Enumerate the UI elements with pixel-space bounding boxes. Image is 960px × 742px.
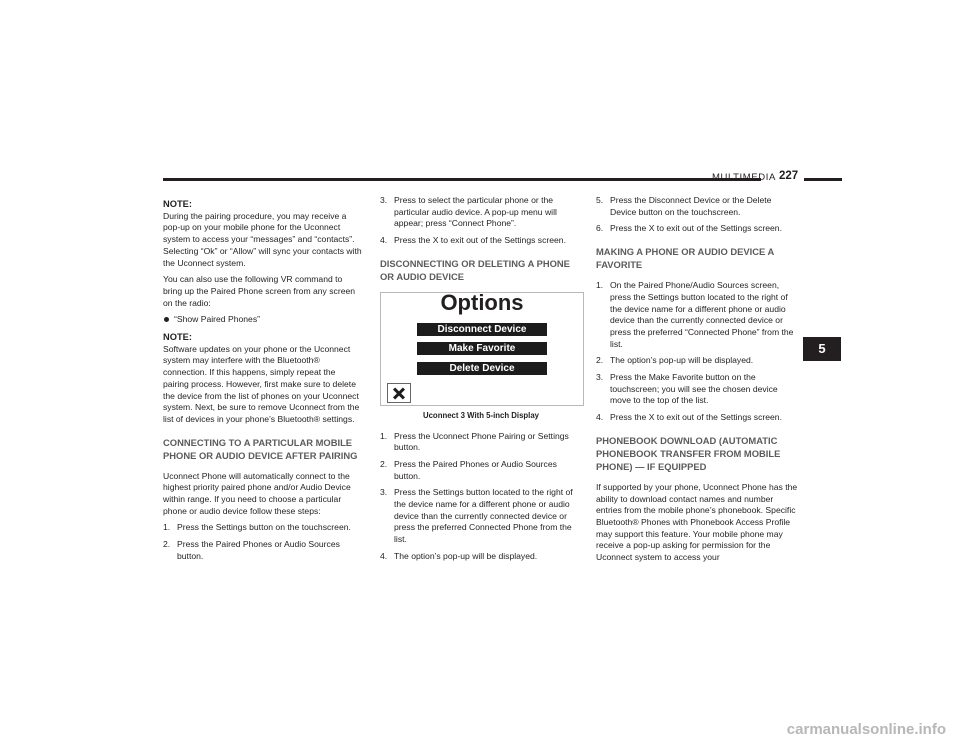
step-number: 5. — [596, 195, 604, 205]
step-number: 1. — [380, 430, 388, 441]
step-item — [380, 235, 582, 247]
step-number: 3. — [380, 195, 388, 205]
step-number: 1. — [163, 522, 171, 533]
note-label: NOTE: — [163, 199, 192, 209]
step-text: Press the Paired Phones or Audio Sources button. — [394, 458, 557, 481]
step-text: Press the Settings button on the touchscreen. — [177, 522, 351, 533]
step-text: Press to select the particular phone or the particular audio device. A pop-up menu will appear; press “Connect Phone”. — [394, 195, 557, 229]
step-number: 4. — [380, 235, 388, 246]
step-number: 3. — [596, 372, 604, 383]
step-number: 4. — [380, 550, 388, 561]
step-item — [380, 431, 582, 454]
step-text: Press the X to exit out of the Settings screen. — [610, 412, 782, 423]
paragraph: Uconnect Phone will automatically connect to the highest priority paired phone and/or Audio Device within range. If you need to choose a particular phone or audio device follow these steps: — [163, 470, 351, 516]
step-list — [380, 195, 582, 247]
section-heading: MAKING A PHONE OR AUDIO DEVICE A FAVORITE — [596, 246, 774, 271]
make-favorite-button[interactable]: Make Favorite — [417, 342, 547, 355]
step-list — [380, 431, 582, 563]
options-title: Options — [440, 289, 524, 315]
step-text: Press the X to exit out of the Settings screen. — [610, 223, 782, 234]
step-text: Press the Make Favorite button on the touchscreen; you will see the chosen device move to the top of the list. — [610, 372, 778, 406]
step-text: Press the Paired Phones or Audio Sources button. — [177, 539, 340, 561]
paragraph: You can also use the following VR command to bring up the Paired Phone screen from any screen on the radio: — [163, 274, 356, 308]
step-item — [596, 412, 798, 424]
step-number: 6. — [596, 223, 604, 234]
step-text: Press the Settings button located to the right of the device name for a different phone or audio device than the currently connected device or press the preferred Connected Phone from the list. — [394, 487, 573, 545]
step-list — [596, 195, 798, 235]
disconnect-device-button[interactable]: Disconnect Device — [417, 323, 547, 336]
step-number: 2. — [163, 539, 171, 550]
header-rule — [163, 178, 761, 181]
step-number: 3. — [380, 487, 388, 498]
figure-caption: Uconnect 3 With 5-inch Display — [422, 410, 540, 420]
step-text: Press the Disconnect Device or the Delete Device button on the touchscreen. — [610, 195, 772, 217]
options-popup-figure — [380, 289, 584, 406]
step-list — [596, 280, 798, 424]
step-item — [596, 195, 798, 218]
step-text: Press the Uconnect Phone Pairing or Settings button. — [394, 430, 569, 453]
step-list — [163, 522, 363, 562]
step-item — [163, 522, 363, 534]
step-item — [380, 487, 582, 546]
step-item — [380, 195, 582, 230]
step-text: The option’s pop-up will be displayed. — [610, 355, 754, 366]
step-item — [380, 459, 582, 482]
step-item — [596, 372, 798, 407]
section-title: MULTIMEDIA — [712, 172, 776, 183]
note-text: Software updates on your phone or the Uconnect system may interfere with the Bluetooth® connection. If this happens, simply repeat the pairing process. However, first make sure to delete the device from the list of phones on your Uconnect system. Next, be sure to remove Uconnect from the list of devices in your phone’s Bluetooth® settings. — [163, 343, 360, 424]
bullet-icon — [164, 317, 169, 322]
step-text: On the Paired Phone/Audio Sources screen, press the Settings button located to the right of the device name for a different phone or audio device than the currently connected device or press the preferred “Connected Phone” from the list. — [610, 280, 794, 349]
watermark-url: carmanualsonline.info — [786, 721, 946, 738]
delete-device-button[interactable]: Delete Device — [417, 362, 547, 375]
column-3 — [596, 195, 798, 569]
step-item — [163, 539, 363, 562]
paragraph: If supported by your phone, Uconnect Phone has the ability to download contact names and number entries from the mobile phone’s phonebook. Specific Bluetooth® Phones with Phonebook Access Profile may support this feature. Your mobile phone may receive a pop-up asking for permission for the Uconnect system to access your — [596, 481, 798, 563]
step-item — [596, 355, 798, 367]
section-heading: CONNECTING TO A PARTICULAR MOBILE PHONE OR AUDIO DEVICE AFTER PAIRING — [163, 436, 358, 461]
bullet-text: “Show Paired Phones” — [174, 314, 260, 325]
chapter-tab: 5 — [803, 337, 841, 361]
column-2 — [380, 195, 582, 568]
header-rule-right — [804, 178, 842, 181]
close-icon[interactable] — [387, 383, 411, 403]
bullet-item — [163, 314, 363, 326]
step-text: Press the X to exit out of the Settings screen. — [394, 235, 566, 246]
note-label: NOTE: — [163, 332, 192, 343]
column-1 — [163, 195, 363, 568]
step-number: 1. — [596, 280, 604, 291]
step-text: The option’s pop-up will be displayed. — [394, 550, 538, 561]
note-text: During the pairing procedure, you may receive a pop-up on your mobile phone for the Uconnect system to access your “messages” and “contacts”. Selecting “Ok” or “Allow” will sync your contacts with the Uconnect system. — [163, 210, 362, 268]
section-heading: PHONEBOOK DOWNLOAD (AUTOMATIC PHONEBOOK TRANSFER FROM MOBILE PHONE) — IF EQUIPPED — [596, 434, 781, 472]
page-number: 227 — [779, 170, 799, 182]
step-number: 4. — [596, 412, 604, 423]
section-heading: DISCONNECTING OR DELETING A PHONE OR AUDIO DEVICE — [380, 257, 570, 282]
step-item — [596, 280, 798, 350]
step-number: 2. — [380, 458, 388, 469]
step-item — [596, 223, 798, 235]
step-number: 2. — [596, 355, 604, 366]
step-item — [380, 551, 582, 563]
